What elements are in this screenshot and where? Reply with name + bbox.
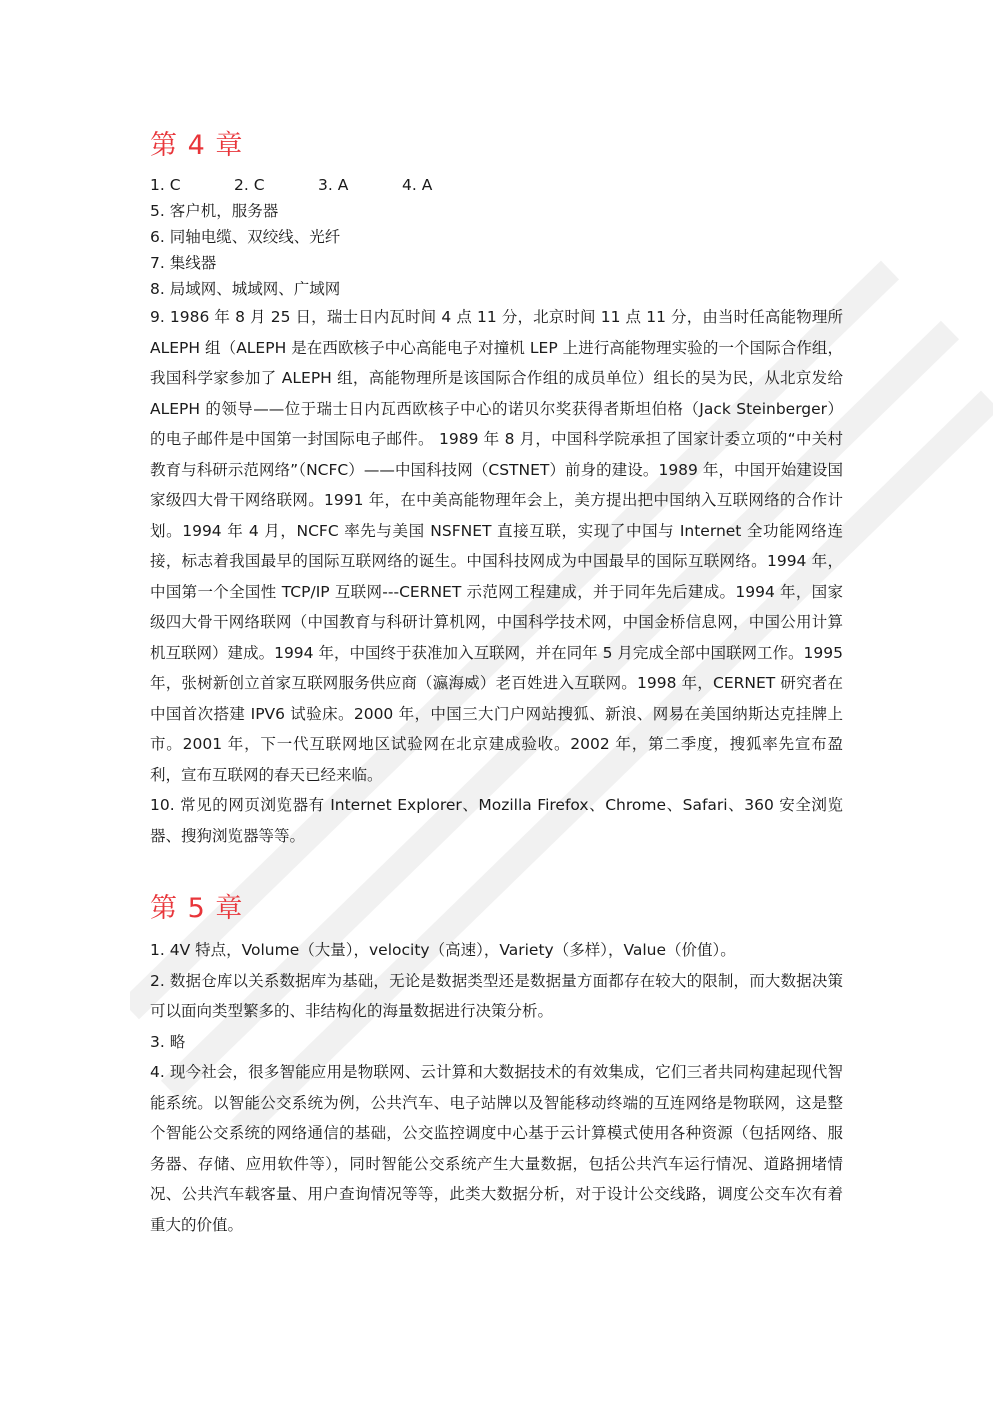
answer-10: 10. 常见的网页浏览器有 Internet Explorer、Mozilla Firefox、Chrome、Safari、360 安全浏览器、搜狗浏览器等等。 (150, 796, 843, 845)
answer-1: 1. C (150, 176, 181, 194)
chapter-5-title: 第 5 章 (150, 893, 244, 924)
answer-2: 2. C (234, 176, 265, 194)
answers-1-to-4 (150, 172, 843, 198)
answer-4: 4. A (402, 176, 433, 194)
answer-6: 6. 同轴电缆、双绞线、光纤 (150, 228, 341, 246)
ch5-answer-4: 4. 现今社会，很多智能应用是物联网、云计算和大数据技术的有效集成，它们三者共同构建起现代智能系统。以智能公交系统为例，公共汽车、电子站牌以及智能移动终端的互连网络是物联网，这是整个智能公交系统的网络通信的基础，公交监控调度中心基于云计算模式使用各种资源（包括网络、服务器、存储、应用软件等），同时智能公交系统产生大量数据，包括公共汽车运行情况、道路拥堵情况、公共汽车载客量、用户查询情况等等，此类大数据分析，对于设计公交线路，调度公交车次有着重大的价值。 (150, 1063, 843, 1234)
answer-8: 8. 局域网、城域网、广域网 (150, 280, 341, 298)
answer-7: 7. 集线器 (150, 254, 217, 272)
ch5-answer-2: 2. 数据仓库以关系数据库为基础，无论是数据类型还是数据量方面都存在较大的限制，而大数据决策可以面向类型繁多的、非结构化的海量数据进行决策分析。 (150, 971, 843, 1020)
answer-9: 9. 1986 年 8 月 25 日，瑞士日内瓦时间 4 点 11 分，北京时间 11 点 11 分，由当时任高能物理所 ALEPH 组（ALEPH 是在西欧核子中心高能电子对撞机 LEP 上进行高能物理实验的一个国际合作组，我国科学家参加了 ALEPH 组，高能物理所是该国际合作组的成员单位）组长的吴为民，从北京发给 ALEPH 的领导——位于瑞士日内瓦西欧核子中心的诺贝尔奖获得者斯坦伯格（Jack Steinberger）的电子邮件是中国第一封国际电子邮件。 1989 年 8 月，中国科学院承担了国家计委立项的“中关村教育与科研示范网络”（NCFC）——中国科技网（CSTNET）前身的建设。1989 年，中国开始建设国家级四大骨干网络联网。1991 年，在中美高能物理年会上，美方提出把中国纳入互联网络的合作计划。1994 年 4 月，NCFC 率先与美国 NSFNET 直接互联，实现了中国与 Internet 全功能网络连接，标志着我国最早的国际互联网络的诞生。中国科技网成为中国最早的国际互联网络。1994 年，中国第一个全国性 TCP/IP 互联网---CERNET 示范网工程建成，并于同年先后建成。1994 年，国家级四大骨干网络联网（中国教育与科研计算机网，中国科学技术网，中国金桥信息网，中国公用计算机互联网）建成。1994 年，中国终于获准加入互联网，并在同年 5 月完成全部中国联网工作。1995 年，张树新创立首家互联网服务供应商（瀛海威）老百姓进入互联网。1998 年，CERNET 研究者在中国首次搭建 IPV6 试验床。2000 年，中国三大门户网站搜狐、新浪、网易在美国纳斯达克挂牌上市。2001 年，下一代互联网地区试验网在北京建成验收。2002 年，第二季度，搜狐率先宣布盈利，宣布互联网的春天已经来临。 (150, 308, 843, 784)
ch5-answer-1: 1. 4V 特点，Volume（大量），velocity（高速），Variety（多样），Value（价值）。 (150, 941, 736, 959)
answer-3: 3. A (318, 176, 349, 194)
document-page (150, 126, 843, 1240)
ch5-answer-3: 3. 略 (150, 1032, 186, 1051)
chapter-4-title: 第 4 章 (150, 130, 244, 161)
answer-5: 5. 客户机，服务器 (150, 202, 279, 220)
